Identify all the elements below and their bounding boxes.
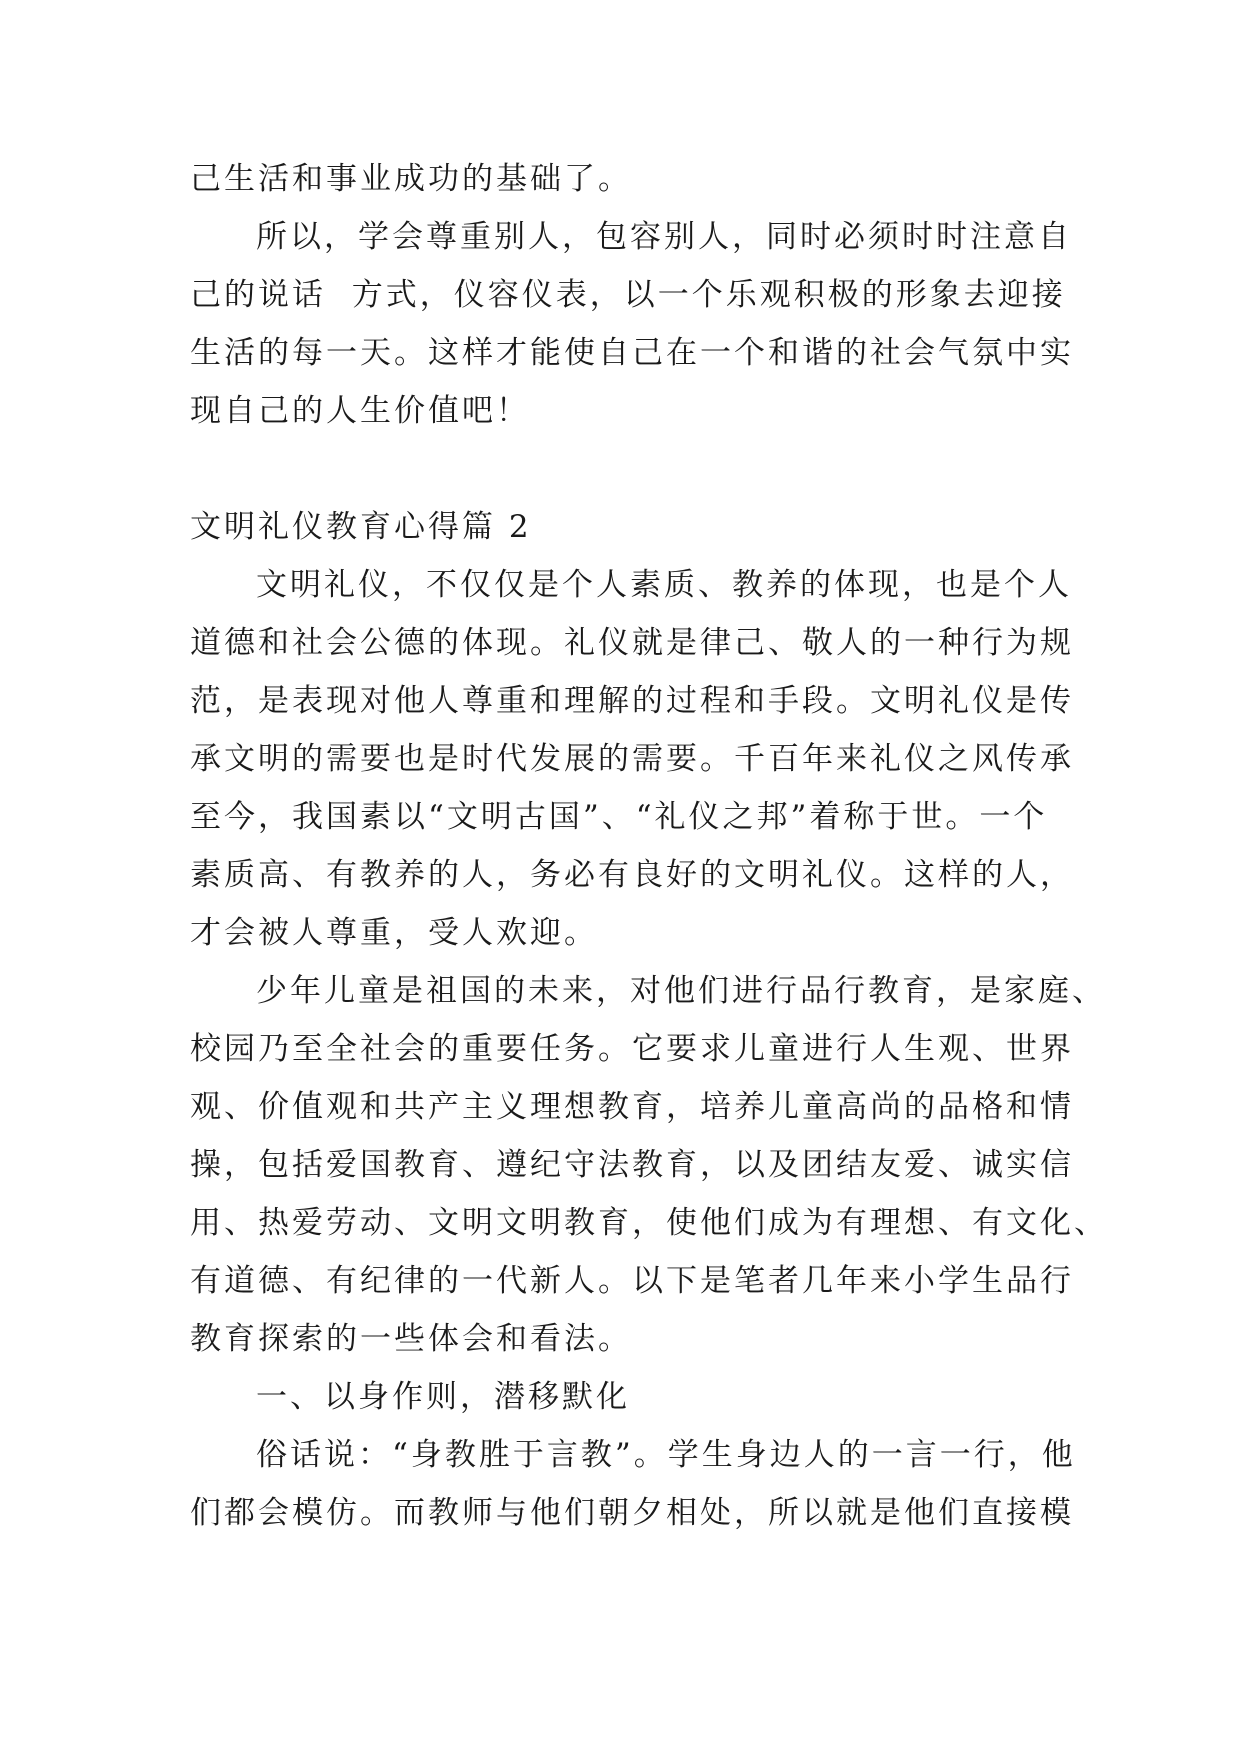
- text-line: 教育探索的一些体会和看法。: [190, 1321, 632, 1357]
- text-line: 一、以身作则，潜移默化: [256, 1379, 630, 1415]
- text-line: 至今，我国素以“文明古国”、“礼仪之邦”着称于世。一个: [190, 799, 1048, 835]
- blank-line: [190, 440, 1050, 498]
- text-line: 文明礼仪，不仅仅是个人素质、教养的体现，也是个人: [256, 567, 1072, 603]
- text-line: 才会被人尊重，受人欢迎。: [190, 915, 598, 951]
- text-line: 己的说话 方式，仪容仪表，以一个乐观积极的形象去迎接: [190, 277, 1066, 313]
- text-line: 己生活和事业成功的基础了。: [190, 161, 632, 197]
- text-line: 用、热爱劳动、文明文明教育，使他们成为有理想、有文化、: [190, 1205, 1108, 1241]
- text-line: 有道德、有纪律的一代新人。以下是笔者几年来小学生品行: [190, 1263, 1074, 1299]
- text-line: 承文明的需要也是时代发展的需要。千百年来礼仪之风传承: [190, 741, 1074, 777]
- text-line: 操，包括爱国教育、遵纪守法教育，以及团结友爱、诚实信: [190, 1147, 1074, 1183]
- text-line: 所以，学会尊重别人，包容别人，同时必须时时注意自: [256, 219, 1072, 255]
- document-page: [190, 150, 1108, 1542]
- text-line: 范，是表现对他人尊重和理解的过程和手段。文明礼仪是传: [190, 683, 1074, 719]
- text-line: 少年儿童是祖国的未来，对他们进行品行教育，是家庭、: [256, 973, 1106, 1009]
- text-line: 校园乃至全社会的重要任务。它要求儿童进行人生观、世界: [190, 1031, 1074, 1067]
- text-line: 观、价值观和共产主义理想教育，培养儿童高尚的品格和情: [190, 1089, 1074, 1125]
- text-line: 现自己的人生价值吧！: [190, 393, 530, 429]
- text-line: 道德和社会公德的体现。礼仪就是律己、敬人的一种行为规: [190, 625, 1074, 661]
- text-line: 素质高、有教养的人，务必有良好的文明礼仪。这样的人，: [190, 857, 1074, 893]
- text-line: 俗话说：“身教胜于言教”。学生身边人的一言一行，他: [256, 1437, 1076, 1473]
- text-line: 文明礼仪教育心得篇 2: [190, 509, 532, 545]
- text-line: 们都会模仿。而教师与他们朝夕相处，所以就是他们直接模: [190, 1495, 1074, 1531]
- text-line: 生活的每一天。这样才能使自己在一个和谐的社会气氛中实: [190, 335, 1074, 371]
